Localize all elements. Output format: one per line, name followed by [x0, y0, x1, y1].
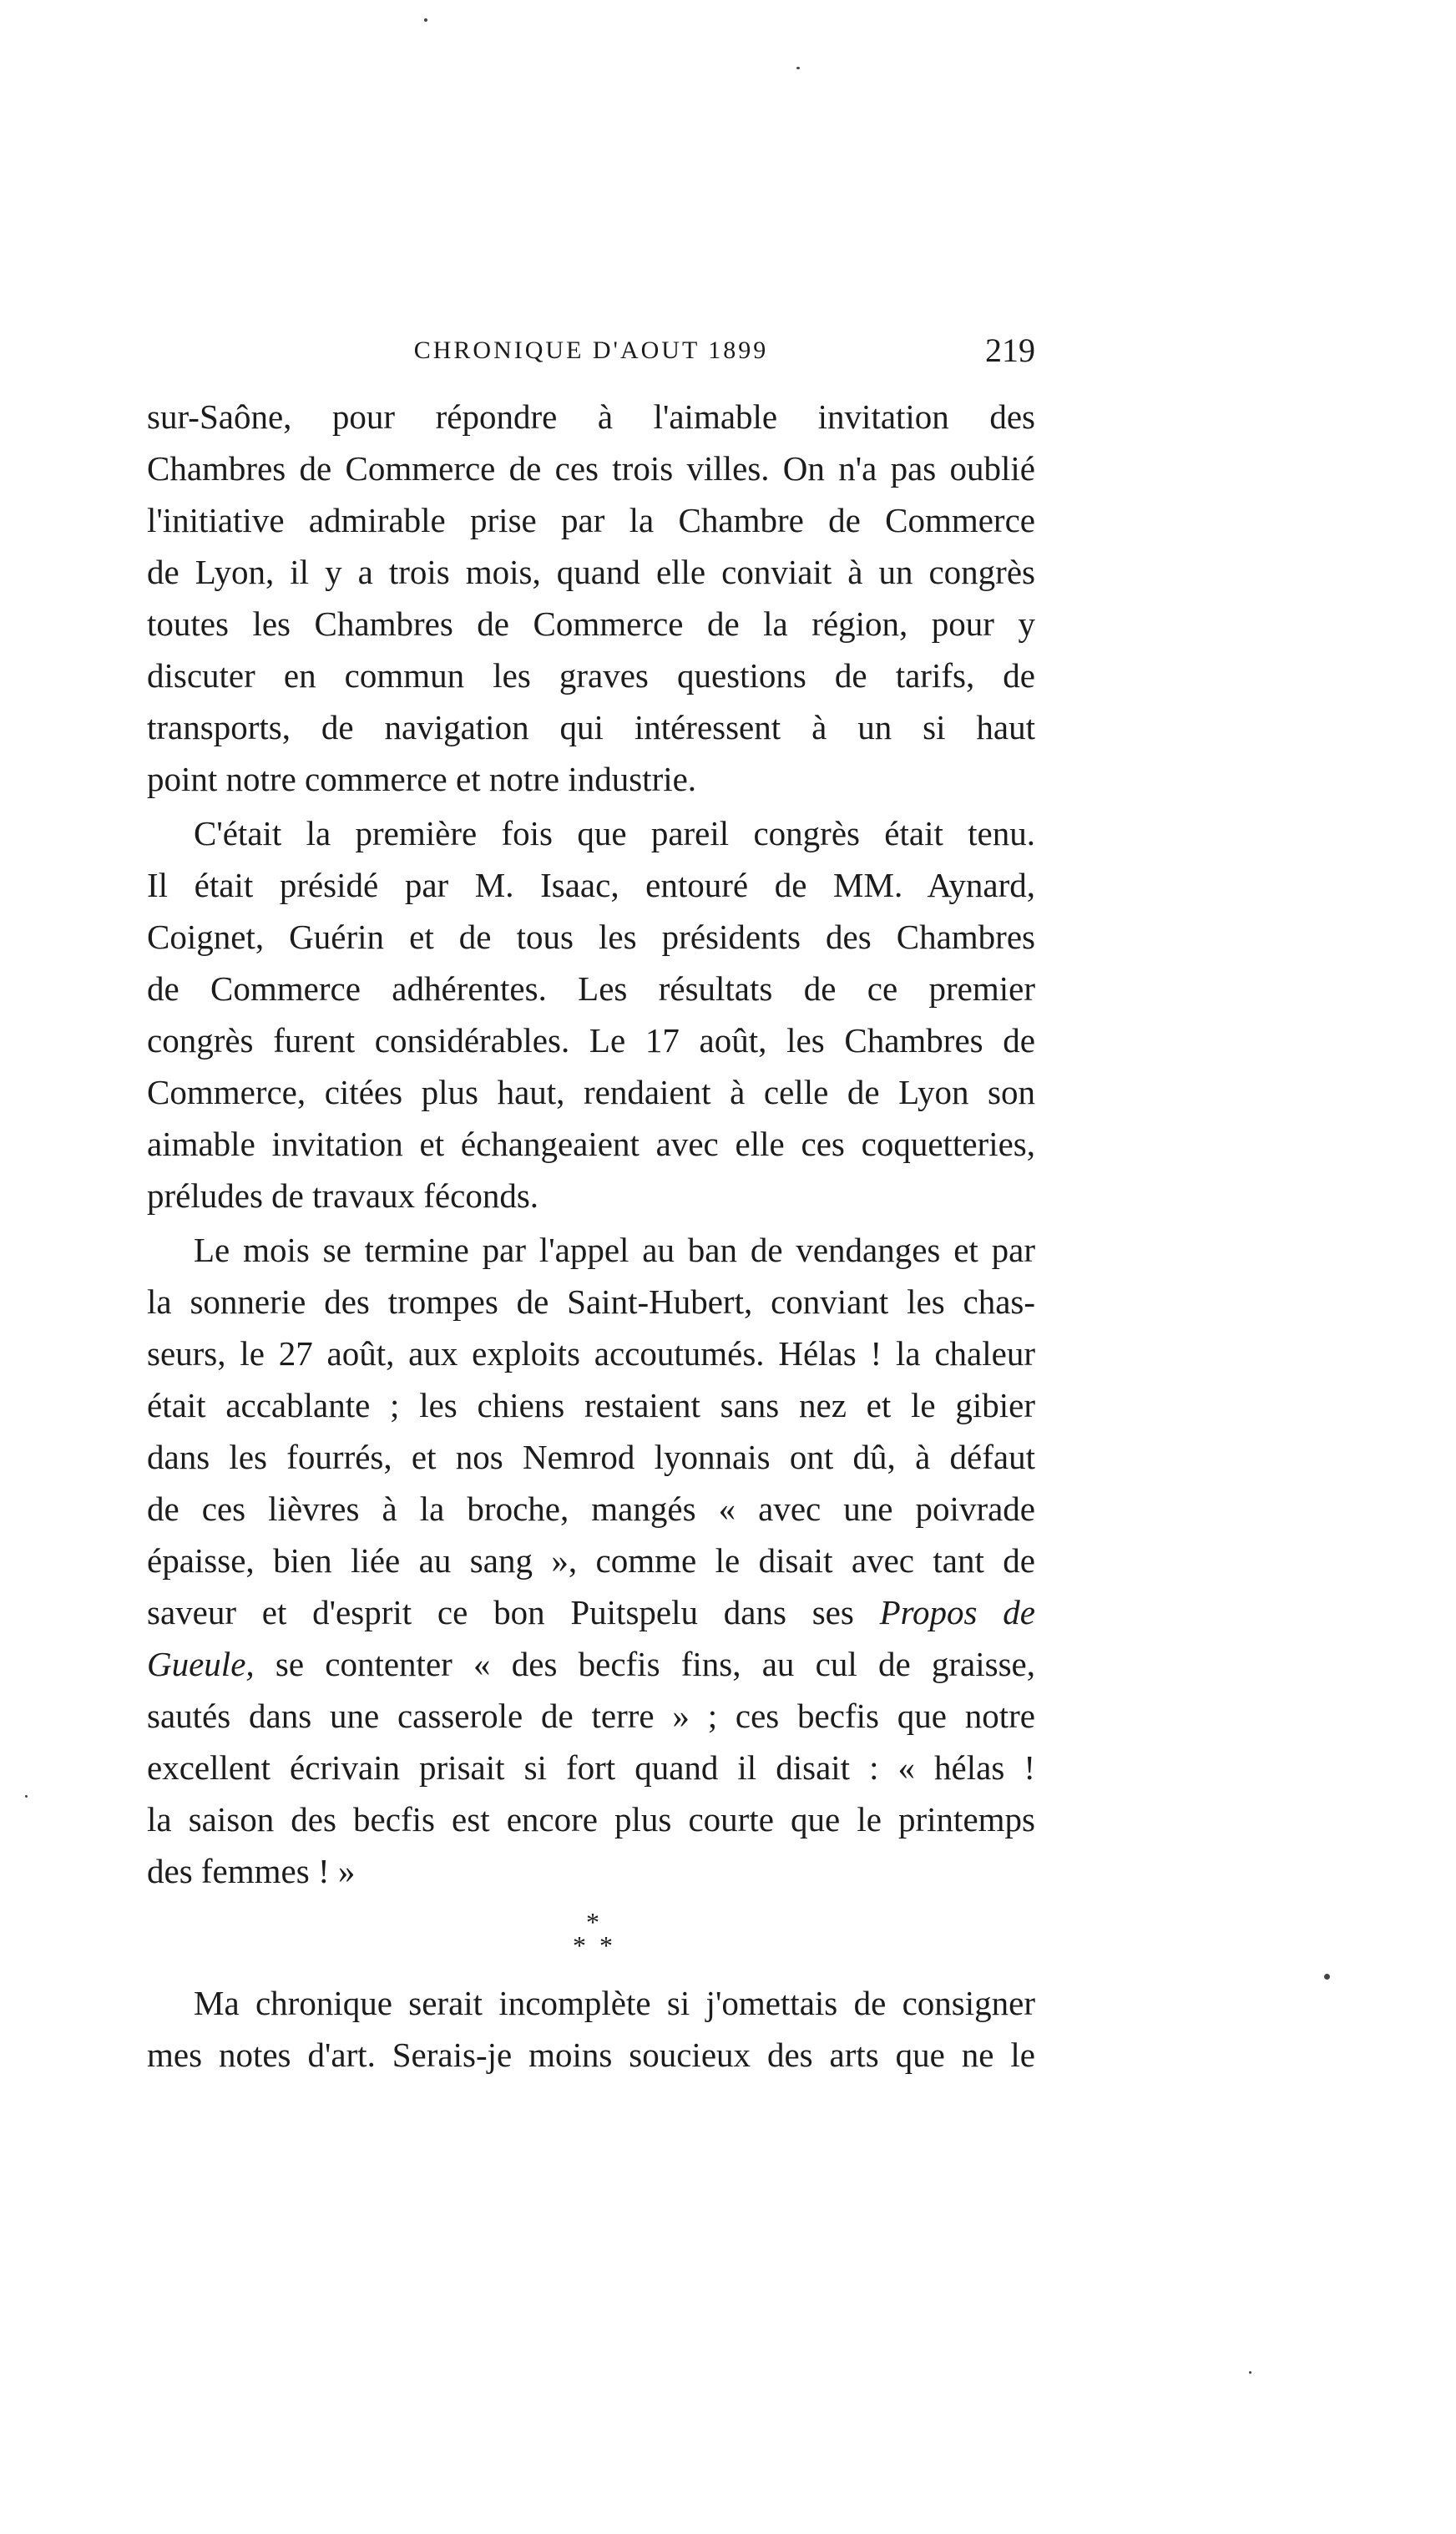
asterism-separator: [147, 1897, 1035, 1977]
asterisk-glyph: *: [573, 1930, 586, 1960]
text-line: C'était la première fois que pareil congrès était tenu.: [194, 814, 1035, 852]
text-line: point notre commerce et notre industrie.: [147, 760, 697, 798]
text-line: Chambres de Commerce de ces trois villes. On n'a pas oublié: [147, 449, 1035, 488]
asterisk-glyph: *: [599, 1930, 613, 1960]
text-line: préludes de travaux féconds.: [147, 1176, 539, 1215]
text-line: dans les fourrés, et nos Nemrod lyonnais ont dû, à défaut: [147, 1438, 1035, 1476]
text-run: se contenter « des becfis fins, au cul de graisse,: [254, 1645, 1035, 1683]
text-line: épaisse, bien liée au sang », comme le disait avec tant de: [147, 1541, 1035, 1580]
text-line: seurs, le 27 août, aux exploits accoutumés. Hélas ! la chaleur: [147, 1334, 1035, 1373]
print-speck: [424, 18, 427, 22]
text-line: congrès furent considérables. Le 17 août, les Chambres de: [147, 1021, 1035, 1060]
text-line: discuter en commun les graves questions de tarifs, de: [147, 656, 1035, 695]
text-line: était accablante ; les chiens restaient sans nez et le gibier: [147, 1386, 1035, 1424]
running-head: [147, 327, 1035, 374]
text-line: excellent écrivain prisait si fort quand il disait : « hélas !: [147, 1748, 1035, 1787]
text-line: [147, 1586, 1035, 1638]
page-number: 219: [985, 331, 1035, 369]
paragraph: [147, 1977, 1035, 2081]
text-line: la sonnerie des trompes de Saint-Hubert, conviant les chas-: [147, 1282, 1035, 1321]
text-line: toutes les Chambres de Commerce de la région, pour y: [147, 604, 1035, 643]
print-speck: [796, 67, 800, 69]
text-line: sur-Saône, pour répondre à l'aimable invitation des: [147, 397, 1035, 436]
text-line: la saison des becfis est encore plus courte que le printemps: [147, 1800, 1035, 1839]
print-speck: [1249, 2371, 1251, 2374]
text-line: Le mois se termine par l'appel au ban de vendanges et par: [194, 1231, 1035, 1269]
text-run: saveur et d'esprit ce bon Puitspelu dans ses: [147, 1593, 880, 1631]
print-speck: [1324, 1974, 1330, 1980]
body-text: [147, 391, 1035, 2081]
text-line: aimable invitation et échangeaient avec elle ces coquetteries,: [147, 1125, 1035, 1163]
text-line: Ma chronique serait incomplète si j'omettais de consigner: [194, 1984, 1035, 2022]
text-line: [147, 1638, 1035, 1690]
text-line: l'initiative admirable prise par la Chambre de Commerce: [147, 501, 1035, 539]
text-line: des femmes ! »: [147, 1852, 356, 1890]
book-title-italic: Propos de: [879, 1593, 1035, 1631]
text-line: de ces lièvres à la broche, mangés « avec une poivrade: [147, 1490, 1035, 1528]
text-line: Il était présidé par M. Isaac, entouré de MM. Aynard,: [147, 866, 1035, 904]
text-line: de Commerce adhérentes. Les résultats de ce premier: [147, 969, 1035, 1008]
paragraph: [147, 391, 1035, 805]
print-speck: [25, 1795, 28, 1798]
text-line: Coignet, Guérin et de tous les présidents des Chambres: [147, 918, 1035, 956]
paragraph: [147, 807, 1035, 1221]
paragraph: [147, 1224, 1035, 1897]
running-title: CHRONIQUE D'AOUT 1899: [413, 336, 769, 364]
text-line: sautés dans une casserole de terre » ; ces becfis que notre: [147, 1697, 1035, 1735]
book-title-italic: Gueule,: [147, 1645, 255, 1683]
text-line: Commerce, citées plus haut, rendaient à celle de Lyon son: [147, 1073, 1035, 1111]
text-line: transports, de navigation qui intéressent à un si haut: [147, 708, 1035, 746]
asterisk-glyph: *: [586, 1907, 599, 1937]
text-line: mes notes d'art. Serais-je moins soucieux des arts que ne le: [147, 2036, 1035, 2074]
text-line: de Lyon, il y a trois mois, quand elle conviait à un congrès: [147, 553, 1035, 591]
